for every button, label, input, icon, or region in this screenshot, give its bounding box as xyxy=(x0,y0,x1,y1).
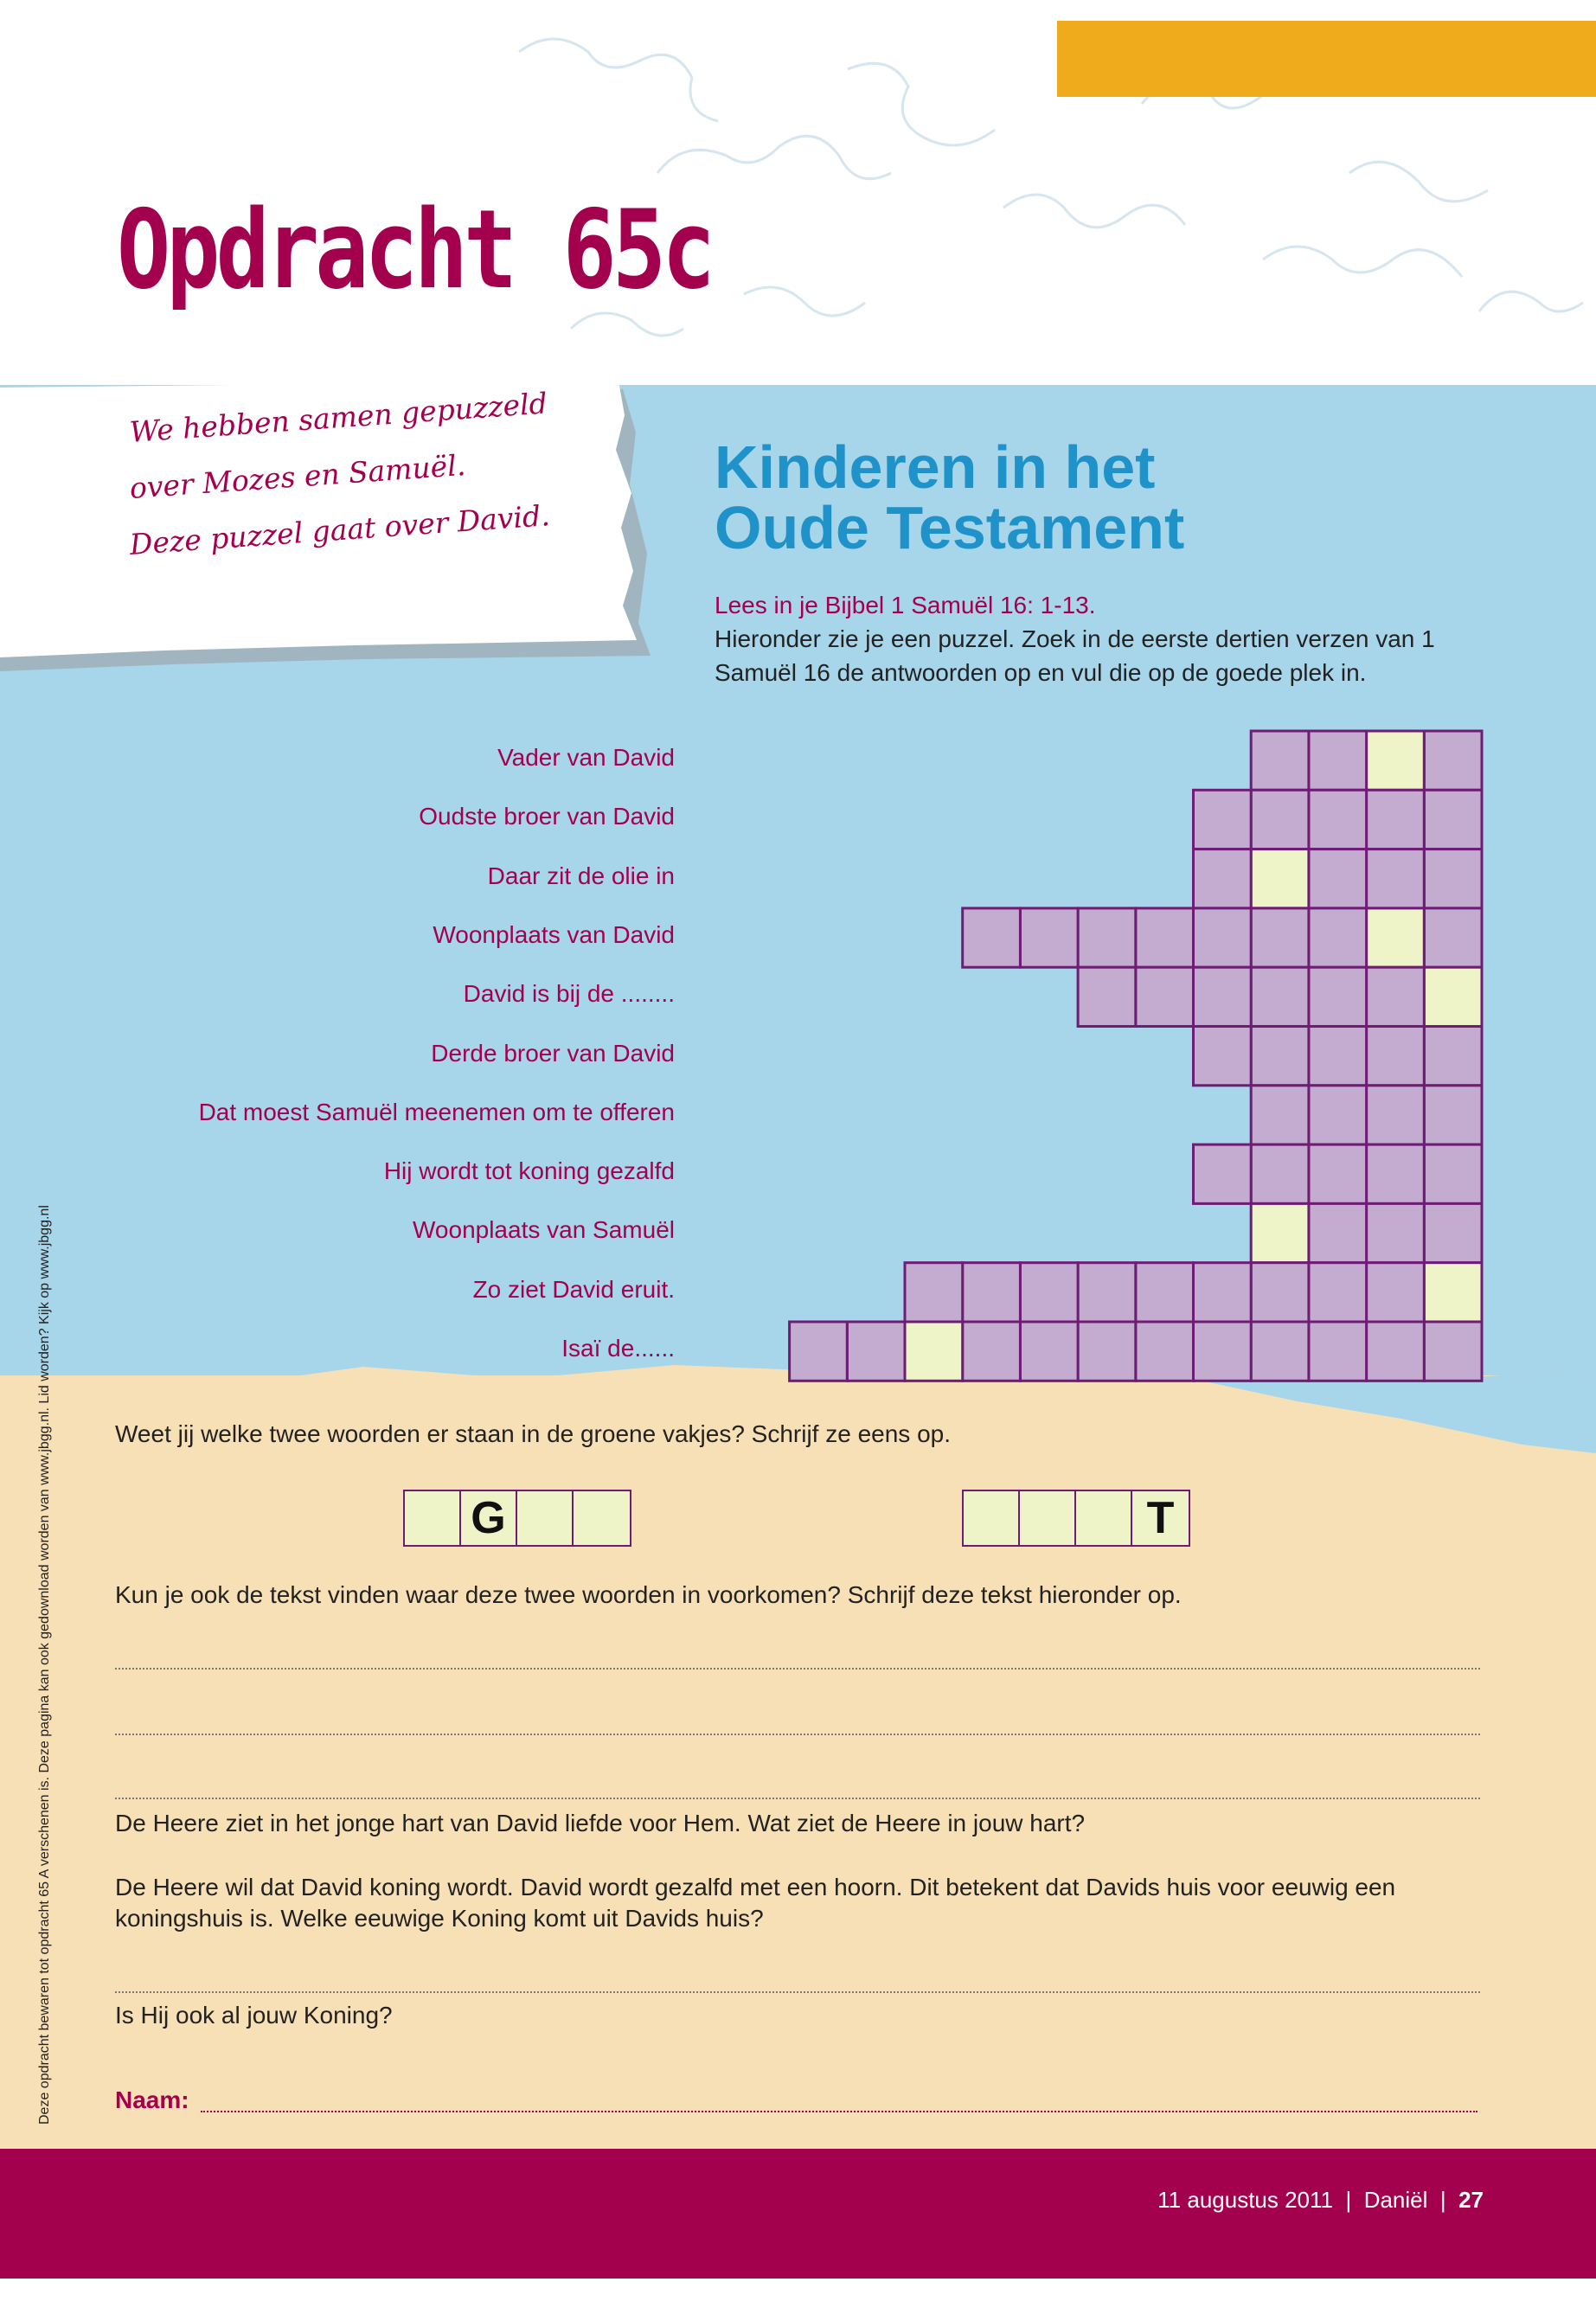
grid-cell[interactable] xyxy=(1194,908,1252,967)
grid-cell[interactable] xyxy=(1136,1263,1194,1322)
grid-cell[interactable] xyxy=(1136,908,1194,967)
grid-cell[interactable] xyxy=(1424,1027,1482,1086)
answer-cell[interactable]: T xyxy=(1132,1491,1189,1545)
grid-cell[interactable] xyxy=(1367,1203,1425,1262)
grid-cell[interactable] xyxy=(1309,1086,1367,1144)
clue: Hij wordt tot koning gezalfd xyxy=(383,1157,675,1185)
answer-word-2 xyxy=(962,1490,1190,1547)
grid-cell-green[interactable] xyxy=(1367,731,1425,790)
answer-cell[interactable]: G xyxy=(461,1491,517,1545)
grid-cell[interactable] xyxy=(1194,967,1252,1026)
grid-cell-green[interactable] xyxy=(1251,849,1309,908)
grid-cell[interactable] xyxy=(1078,1263,1136,1322)
grid-cell[interactable] xyxy=(1136,1322,1194,1381)
grid-cell[interactable] xyxy=(1367,1144,1425,1203)
page-title: Opdracht 65c xyxy=(117,186,712,313)
grid-cell-green[interactable] xyxy=(905,1322,963,1381)
grid-cell[interactable] xyxy=(1309,731,1367,790)
grid-cell[interactable] xyxy=(1020,1263,1078,1322)
grid-cell[interactable] xyxy=(1251,1144,1309,1203)
grid-cell[interactable] xyxy=(1194,1144,1252,1203)
grid-cell[interactable] xyxy=(1309,849,1367,908)
instructions: Hieronder zie je een puzzel. Zoek in de eerste dertien verzen van 1 Samuël 16 de antwoorden op en vul die op de goede plek in. xyxy=(715,625,1435,686)
grid-cell[interactable] xyxy=(1309,1203,1367,1262)
grid-cell-green[interactable] xyxy=(1424,1263,1482,1322)
section-heading-line-1: Kinderen in het xyxy=(715,433,1156,501)
clue: Woonplaats van Samuël xyxy=(413,1216,675,1244)
question-your-king: Is Hij ook al jouw Koning? xyxy=(115,2002,393,2029)
answer-cell[interactable] xyxy=(517,1491,574,1545)
sand-background xyxy=(0,1375,1596,2154)
footer-text xyxy=(1157,2187,1484,2214)
grid-cell[interactable] xyxy=(1424,1086,1482,1144)
clue: Daar zit de olie in xyxy=(487,862,675,889)
grid-cell[interactable] xyxy=(1020,908,1078,967)
clue: Vader van David xyxy=(497,744,675,771)
grid-cell[interactable] xyxy=(1309,1144,1367,1203)
grid-cell[interactable] xyxy=(1367,1263,1425,1322)
grid-cell[interactable] xyxy=(1309,908,1367,967)
grid-cell[interactable] xyxy=(1251,790,1309,849)
clue: Oudste broer van David xyxy=(419,803,675,830)
grid-cell[interactable] xyxy=(963,1263,1021,1322)
footer-magazine: Daniël xyxy=(1363,2187,1428,2213)
grid-cell[interactable] xyxy=(1309,1322,1367,1381)
section-heading-line-2: Oude Testament xyxy=(715,494,1185,561)
grid-cell[interactable] xyxy=(1194,1322,1252,1381)
clue: Dat moest Samuël meenemen om te offeren xyxy=(198,1098,675,1125)
grid-cell[interactable] xyxy=(1367,967,1425,1026)
footer-date: 11 augustus 2011 xyxy=(1157,2187,1334,2213)
grid-cell[interactable] xyxy=(963,1322,1021,1381)
writing-line[interactable] xyxy=(115,1991,1480,1993)
note-line-1: We hebben samen gepuzzeld xyxy=(128,386,548,449)
grid-cell-green[interactable] xyxy=(1424,967,1482,1026)
grid-cell[interactable] xyxy=(790,1322,848,1381)
question-heart: De Heere ziet in het jonge hart van David liefde voor Hem. Wat ziet de Heere in jouw hart? xyxy=(115,1810,1086,1836)
answer-cell[interactable] xyxy=(574,1491,630,1545)
grid-cell[interactable] xyxy=(963,908,1021,967)
grid-cell[interactable] xyxy=(847,1322,905,1381)
question-eternal-king: De Heere wil dat David koning wordt. David wordt gezalfd met een hoorn. Dit betekent dat Davids huis voor eeuwig een koningshuis is. Welke eeuwige Koning komt uit Davids huis? xyxy=(115,1874,1396,1932)
grid-cell[interactable] xyxy=(1194,1263,1252,1322)
question-green-cells: Weet jij welke twee woorden er staan in de groene vakjes? Schrijf ze eens op. xyxy=(115,1420,952,1447)
grid-cell[interactable] xyxy=(1424,1322,1482,1381)
grid-cell[interactable] xyxy=(1194,849,1252,908)
side-note: Deze opdracht bewaren tot opdracht 65 A verschenen is. Deze pagina kan ook gedownload worden van www.jbgg.nl. Lid worden? Kijk op www.jbgg.nl xyxy=(37,1205,52,2125)
grid-cell[interactable] xyxy=(905,1263,963,1322)
footer-separator: | xyxy=(1345,2187,1352,2213)
note-line-2: over Mozes en Samuël. xyxy=(128,447,467,505)
grid-cell[interactable] xyxy=(1367,1322,1425,1381)
bible-reference: Lees in je Bijbel 1 Samuël 16: 1-13. xyxy=(715,592,1096,619)
name-input-line[interactable] xyxy=(201,2111,1477,2112)
grid-cell[interactable] xyxy=(1194,1027,1252,1086)
question-find-text: Kun je ook de tekst vinden waar deze twee woorden in voorkomen? Schrijf deze tekst hieronder op. xyxy=(115,1581,1182,1608)
grid-cell[interactable] xyxy=(1194,790,1252,849)
grid-cell[interactable] xyxy=(1078,967,1136,1026)
grid-cell[interactable] xyxy=(1367,1086,1425,1144)
grid-cell-green[interactable] xyxy=(1251,1203,1309,1262)
writing-line[interactable] xyxy=(115,1668,1480,1670)
grid-cell[interactable] xyxy=(1309,1027,1367,1086)
grid-cell[interactable] xyxy=(1309,967,1367,1026)
grid-cell[interactable] xyxy=(1251,1322,1309,1381)
clue: Zo ziet David eruit. xyxy=(472,1275,675,1303)
footer-bottom-strip xyxy=(0,2279,1596,2301)
grid-cell[interactable] xyxy=(1078,908,1136,967)
grid-cell[interactable] xyxy=(1424,790,1482,849)
page-number: 27 xyxy=(1458,2187,1484,2213)
grid-cell[interactable] xyxy=(1367,790,1425,849)
grid-cell[interactable] xyxy=(1020,1322,1078,1381)
grid-cell[interactable] xyxy=(1424,908,1482,967)
grid-cell[interactable] xyxy=(1367,1027,1425,1086)
grid-cell[interactable] xyxy=(1424,1203,1482,1262)
answer-cell[interactable] xyxy=(405,1491,461,1545)
grid-cell[interactable] xyxy=(1309,1263,1367,1322)
clue: Isaï de...... xyxy=(561,1335,675,1362)
writing-line[interactable] xyxy=(115,1798,1480,1799)
note-line-3: Deze puzzel gaat over David. xyxy=(128,498,551,561)
grid-cell[interactable] xyxy=(1424,731,1482,790)
grid-cell[interactable] xyxy=(1251,1086,1309,1144)
grid-cell[interactable] xyxy=(1251,908,1309,967)
grid-cell[interactable] xyxy=(1309,790,1367,849)
grid-cell[interactable] xyxy=(1251,1027,1309,1086)
grid-cell[interactable] xyxy=(1251,967,1309,1026)
grid-cell[interactable] xyxy=(1424,849,1482,908)
grid-cell[interactable] xyxy=(1251,1263,1309,1322)
footer-bar xyxy=(0,2149,1596,2279)
grid-cell[interactable] xyxy=(1136,967,1194,1026)
writing-line[interactable] xyxy=(115,1734,1480,1735)
grid-cell[interactable] xyxy=(1367,849,1425,908)
grid-cell[interactable] xyxy=(1078,1322,1136,1381)
clue: Woonplaats van David xyxy=(433,920,675,948)
answer-cell[interactable] xyxy=(1076,1491,1132,1545)
grid-cell-green[interactable] xyxy=(1367,908,1425,967)
clue: David is bij de ........ xyxy=(463,980,675,1008)
clue: Derde broer van David xyxy=(431,1039,675,1067)
answer-word-1 xyxy=(403,1490,631,1547)
grid-cell[interactable] xyxy=(1251,731,1309,790)
answer-cell[interactable] xyxy=(964,1491,1020,1545)
name-label: Naam: xyxy=(115,2086,189,2113)
grid-cell[interactable] xyxy=(1424,1144,1482,1203)
answer-cell[interactable] xyxy=(1020,1491,1076,1545)
footer-separator: | xyxy=(1439,2187,1446,2213)
